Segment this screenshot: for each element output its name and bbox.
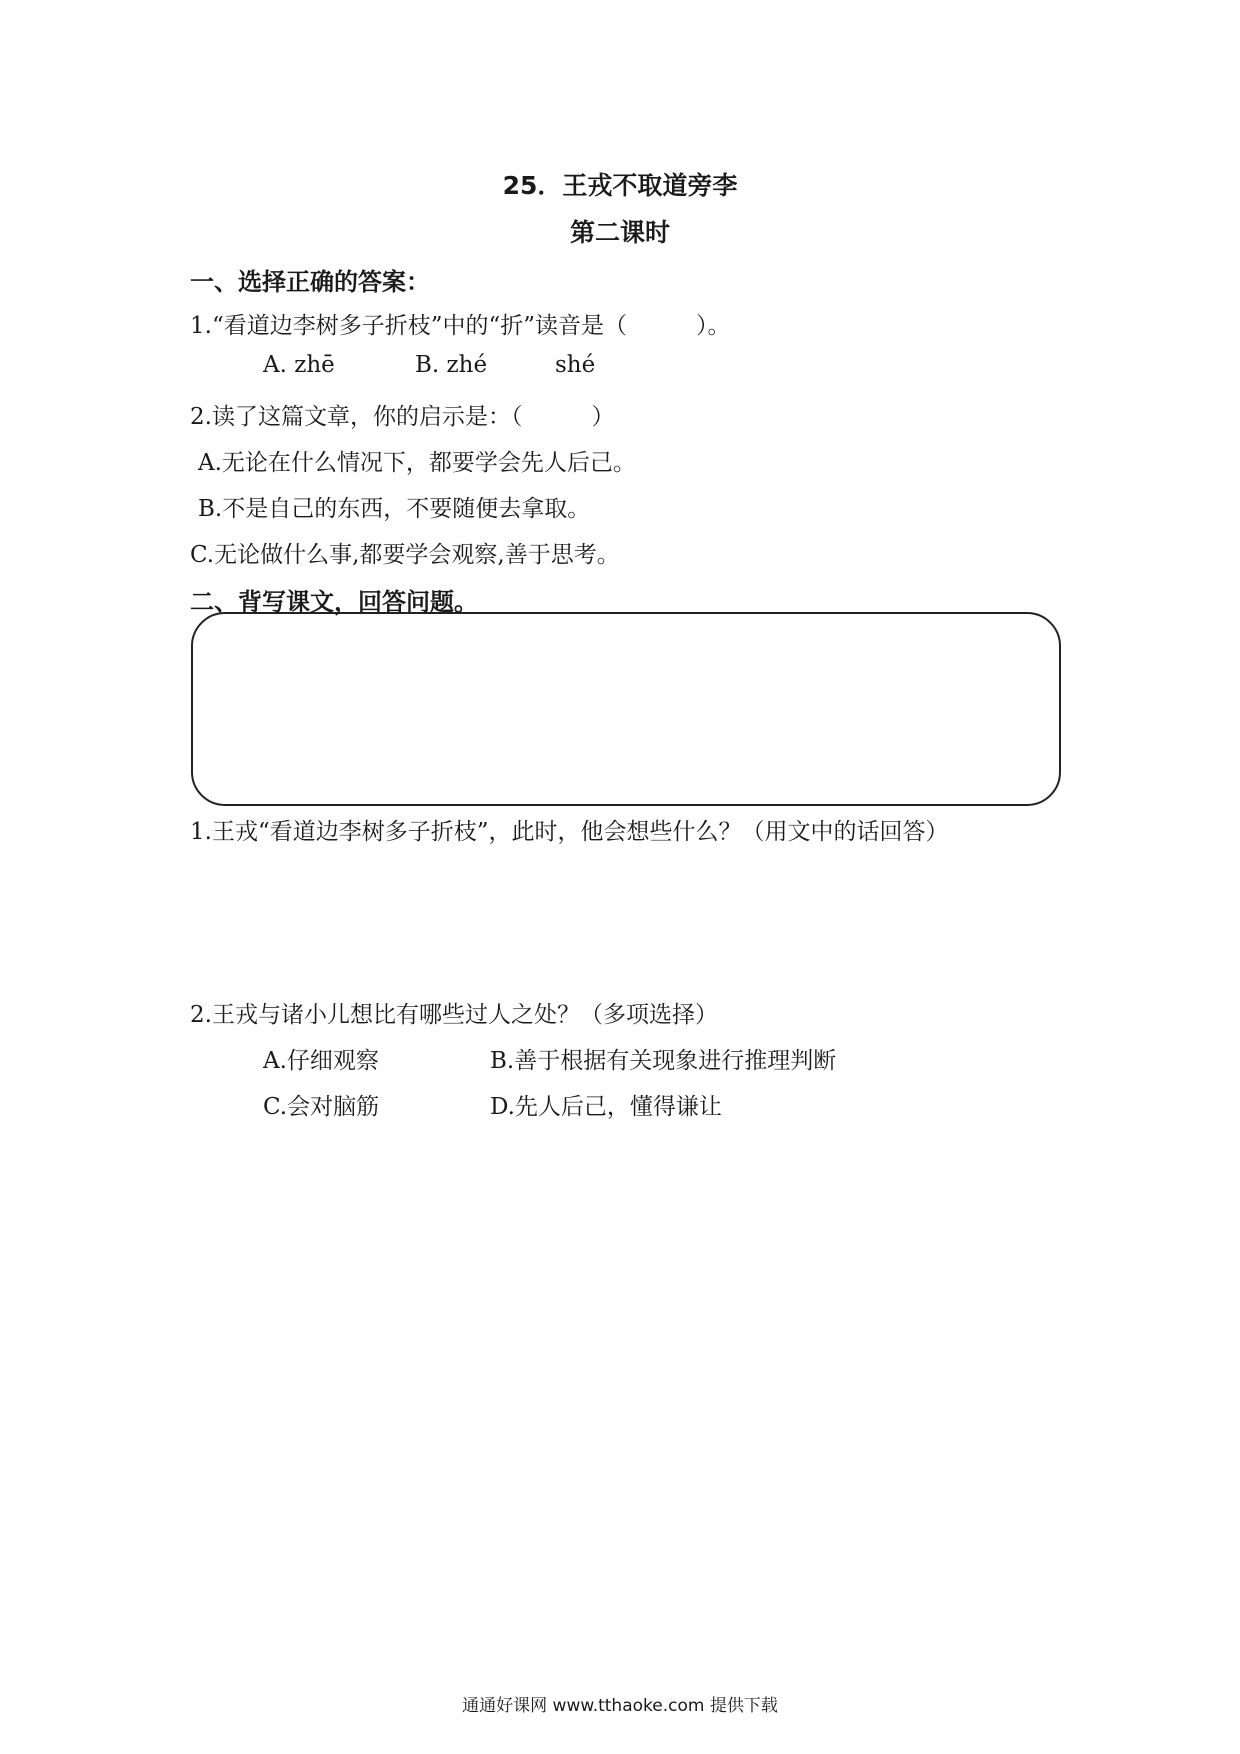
question-4-option-c: C.会对脑筋	[263, 1094, 380, 1120]
recitation-answer-box[interactable]	[191, 612, 1061, 806]
question-3-thought: 1.王戎“看道边李树多子折枝”，此时，他会想些什么？（用文中的话回答）	[190, 819, 949, 845]
footer-source: 通通好课网 www.tthaoke.com 提供下载	[462, 1696, 778, 1716]
question-2-takeaway: 2.读了这篇文章，你的启示是：（ ）	[190, 404, 615, 430]
question-4-option-a: A.仔细观察	[263, 1048, 379, 1074]
question-4-option-d: D.先人后己，懂得谦让	[490, 1094, 722, 1120]
question-1-option-b: B. zhé	[415, 352, 488, 378]
page-title: 25．王戎不取道旁李	[502, 171, 738, 200]
question-1-option-a: A. zhē	[263, 352, 335, 378]
question-1-option-c: shé	[555, 352, 596, 378]
question-4-merits: 2.王戎与诸小儿想比有哪些过人之处？（多项选择）	[190, 1002, 718, 1028]
question-2-option-a: A.无论在什么情况下，都要学会先人后己。	[198, 450, 636, 476]
question-4-option-b: B.善于根据有关现象进行推理判断	[490, 1048, 837, 1074]
section-heading-recite: 二、背写课文，回答问题。	[190, 588, 478, 616]
section-heading-choice: 一、选择正确的答案：	[190, 268, 430, 296]
question-1-pronunciation: 1.“看道边李树多子折枝”中的“折”读音是（ ）。	[190, 313, 731, 339]
lesson-subtitle: 第二课时	[569, 218, 670, 247]
question-2-option-b: B.不是自己的东西，不要随便去拿取。	[198, 496, 591, 522]
question-2-option-c: C.无论做什么事,都要学会观察,善于思考。	[190, 542, 620, 568]
